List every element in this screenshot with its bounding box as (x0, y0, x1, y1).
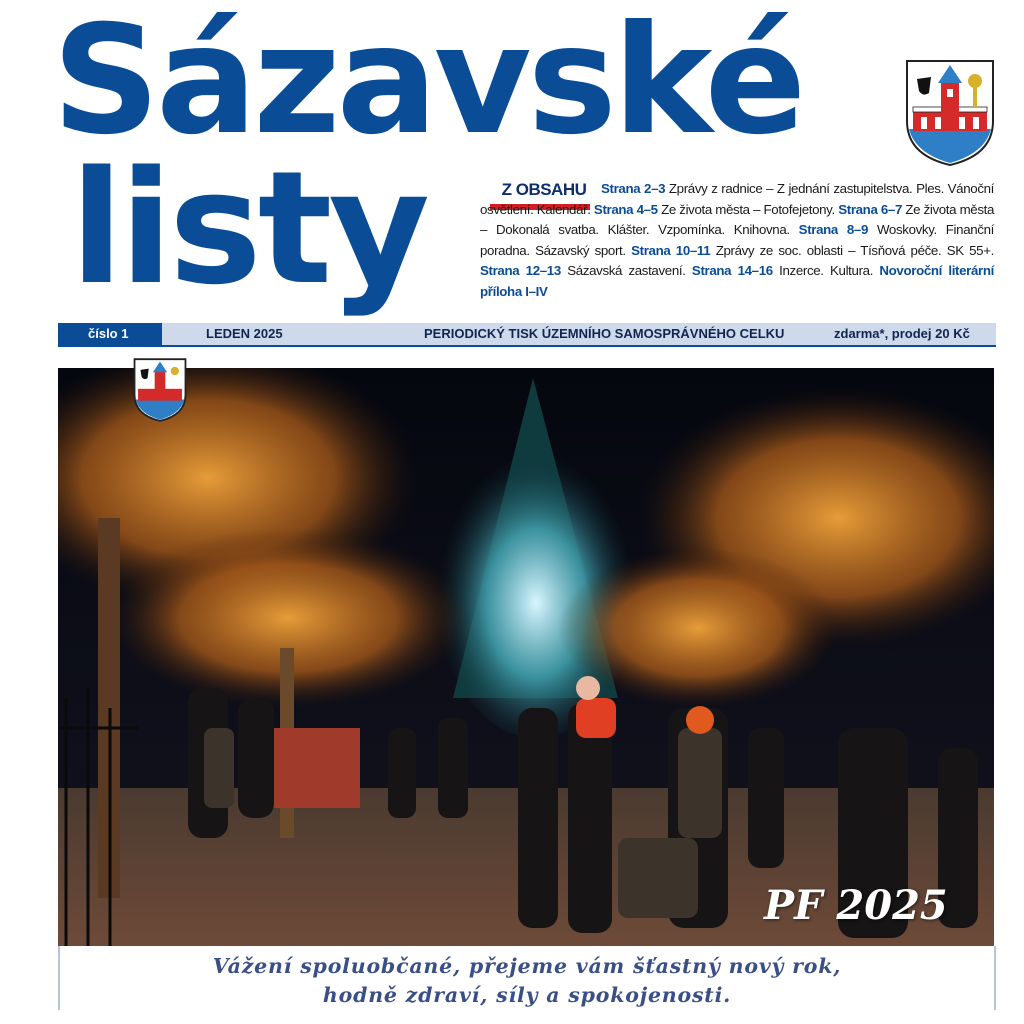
town-crest-icon (905, 59, 995, 167)
masthead-title-line2: listy (70, 137, 427, 319)
contents-item-text: Ze života města – Dokonalá svatba. Klášter. Vzpomínka. Knihovna. (480, 201, 995, 237)
contents-section[interactable]: Novoroční literární příloha I–IV (480, 263, 994, 299)
contents-section[interactable]: Strana 14–16 (691, 263, 773, 278)
contents-item-text: Sázavská zastavení. (560, 263, 692, 278)
greeting-line2: hodně zdraví, síly a spokojenosti. (322, 983, 732, 1007)
pf-overlay-text: PF 2025 (764, 882, 948, 929)
contents-item-text: Woskovky. Finanční poradna. Sázavský sport. (480, 222, 994, 258)
publication-description: PERIODICKÝ TISK ÚZEMNÍHO SAMOSPRÁVNÉHO CELKU (424, 326, 785, 341)
issue-info-bar (58, 323, 996, 345)
contents-item-text: Zprávy ze soc. oblasti – Tísňová péče. SK 55+. (710, 242, 994, 258)
contents-label: Z OBSAHU (501, 180, 587, 199)
contents-item-text: Zprávy z radnice – Z jednání zastupitelstva. Ples. Vánoční osvětlení. Kalendář. (480, 181, 995, 217)
contents-text (480, 179, 994, 302)
greeting-line1: Vážení spoluobčané, přejeme vám šťastný nový rok, (212, 954, 842, 978)
issue-date: LEDEN 2025 (206, 326, 283, 341)
price-info: zdarma*, prodej 20 Kč (834, 326, 970, 341)
contents-section[interactable]: Strana 8–9 (798, 222, 869, 237)
cover-photo (58, 368, 994, 946)
town-crest-icon (133, 358, 187, 422)
masthead-title-line1: Sázavské (52, 0, 803, 168)
issue-number: číslo 1 (88, 326, 129, 341)
contents-section[interactable]: Strana 4–5 (593, 201, 658, 217)
masthead-divider (58, 345, 996, 347)
contents-item-text: Ze života města – Fotofejetony. (657, 201, 839, 217)
contents-section[interactable]: Strana 6–7 (838, 201, 903, 217)
contents-item-text: Inzerce. Kultura. (772, 263, 880, 278)
contents-section[interactable]: Strana 12–13 (480, 263, 561, 278)
contents-section[interactable]: Strana 10–11 (631, 242, 711, 258)
contents-section[interactable]: Strana 2–3 (601, 181, 666, 196)
new-year-greeting (58, 952, 996, 1010)
